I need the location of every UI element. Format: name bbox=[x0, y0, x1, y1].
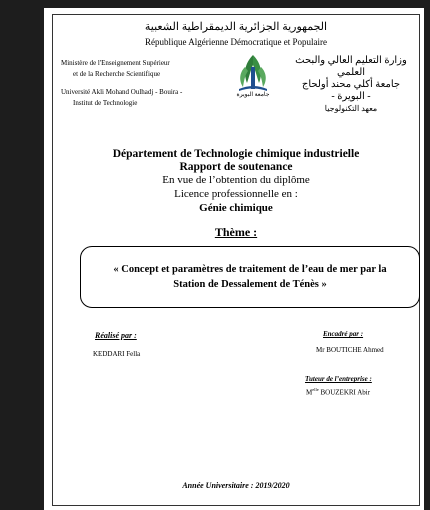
ministry-line-1: Ministère de l'Enseignement Supérieur bbox=[61, 59, 170, 67]
encadre-par-label: Encadré par : bbox=[323, 330, 364, 338]
realise-par-label: Réalisé par : bbox=[95, 331, 137, 340]
tutor-prefix: M bbox=[306, 388, 313, 397]
academic-year: Année Universitaire : 2019/2020 bbox=[182, 481, 290, 490]
french-republic-heading: République Algérienne Démocratique et Populaire bbox=[145, 37, 327, 47]
viewer-top-border bbox=[0, 0, 430, 8]
field-line: Génie chimique bbox=[199, 202, 273, 214]
university-logo-icon bbox=[231, 53, 275, 101]
arabic-university-line: جامعة أكلي محند أولحاج bbox=[301, 79, 401, 90]
theme-title-line-2: Station de Dessalement de Ténès » bbox=[173, 279, 327, 290]
tuteur-label: Tuteur de l’entreprise : bbox=[305, 375, 372, 383]
diploma-purpose: En vue de l’obtention du diplôme bbox=[162, 174, 310, 186]
arabic-ministry-line: وزارة التعليم العالي والبحث العلمي bbox=[295, 55, 407, 78]
degree-line: Licence professionnelle en : bbox=[174, 188, 298, 200]
theme-label: Thème : bbox=[214, 225, 258, 239]
tutor-name bbox=[306, 387, 370, 396]
arabic-city-line: - البويرة - bbox=[331, 91, 371, 102]
university-line-1: Université Akli Mohand Oulhadj - Bouira - bbox=[61, 88, 183, 96]
logo-caption: جامعة البويرة bbox=[236, 92, 270, 98]
viewer-left-border bbox=[0, 0, 44, 510]
supervisor-name: Mr BOUTICHE Ahmed bbox=[316, 346, 384, 354]
report-title: Rapport de soutenance bbox=[179, 161, 293, 173]
ministry-block-french bbox=[61, 58, 211, 109]
department-title: Département de Technologie chimique industrielle bbox=[112, 148, 360, 160]
tutor-surname: BOUZEKRI Abir bbox=[318, 388, 371, 397]
ministry-block-arabic bbox=[287, 55, 415, 115]
document-page bbox=[52, 14, 420, 506]
student-name: KEDDARI Fella bbox=[93, 350, 141, 358]
ministry-line-2: et de la Recherche Scientifique bbox=[73, 70, 161, 78]
theme-title-line-1: « Concept et paramètres de traitement de l’eau de mer par la bbox=[113, 264, 387, 275]
theme-title-box bbox=[80, 246, 420, 308]
viewer-right-border bbox=[424, 0, 430, 510]
university-line-2: Institut de Technologie bbox=[73, 99, 138, 107]
arabic-institute-line: معهد التكنولوجيا bbox=[324, 104, 378, 113]
tutor-prefix-sup: elle bbox=[312, 387, 319, 392]
arabic-republic-heading: الجمهورية الجزائرية الديمقراطية الشعبية bbox=[144, 21, 328, 33]
